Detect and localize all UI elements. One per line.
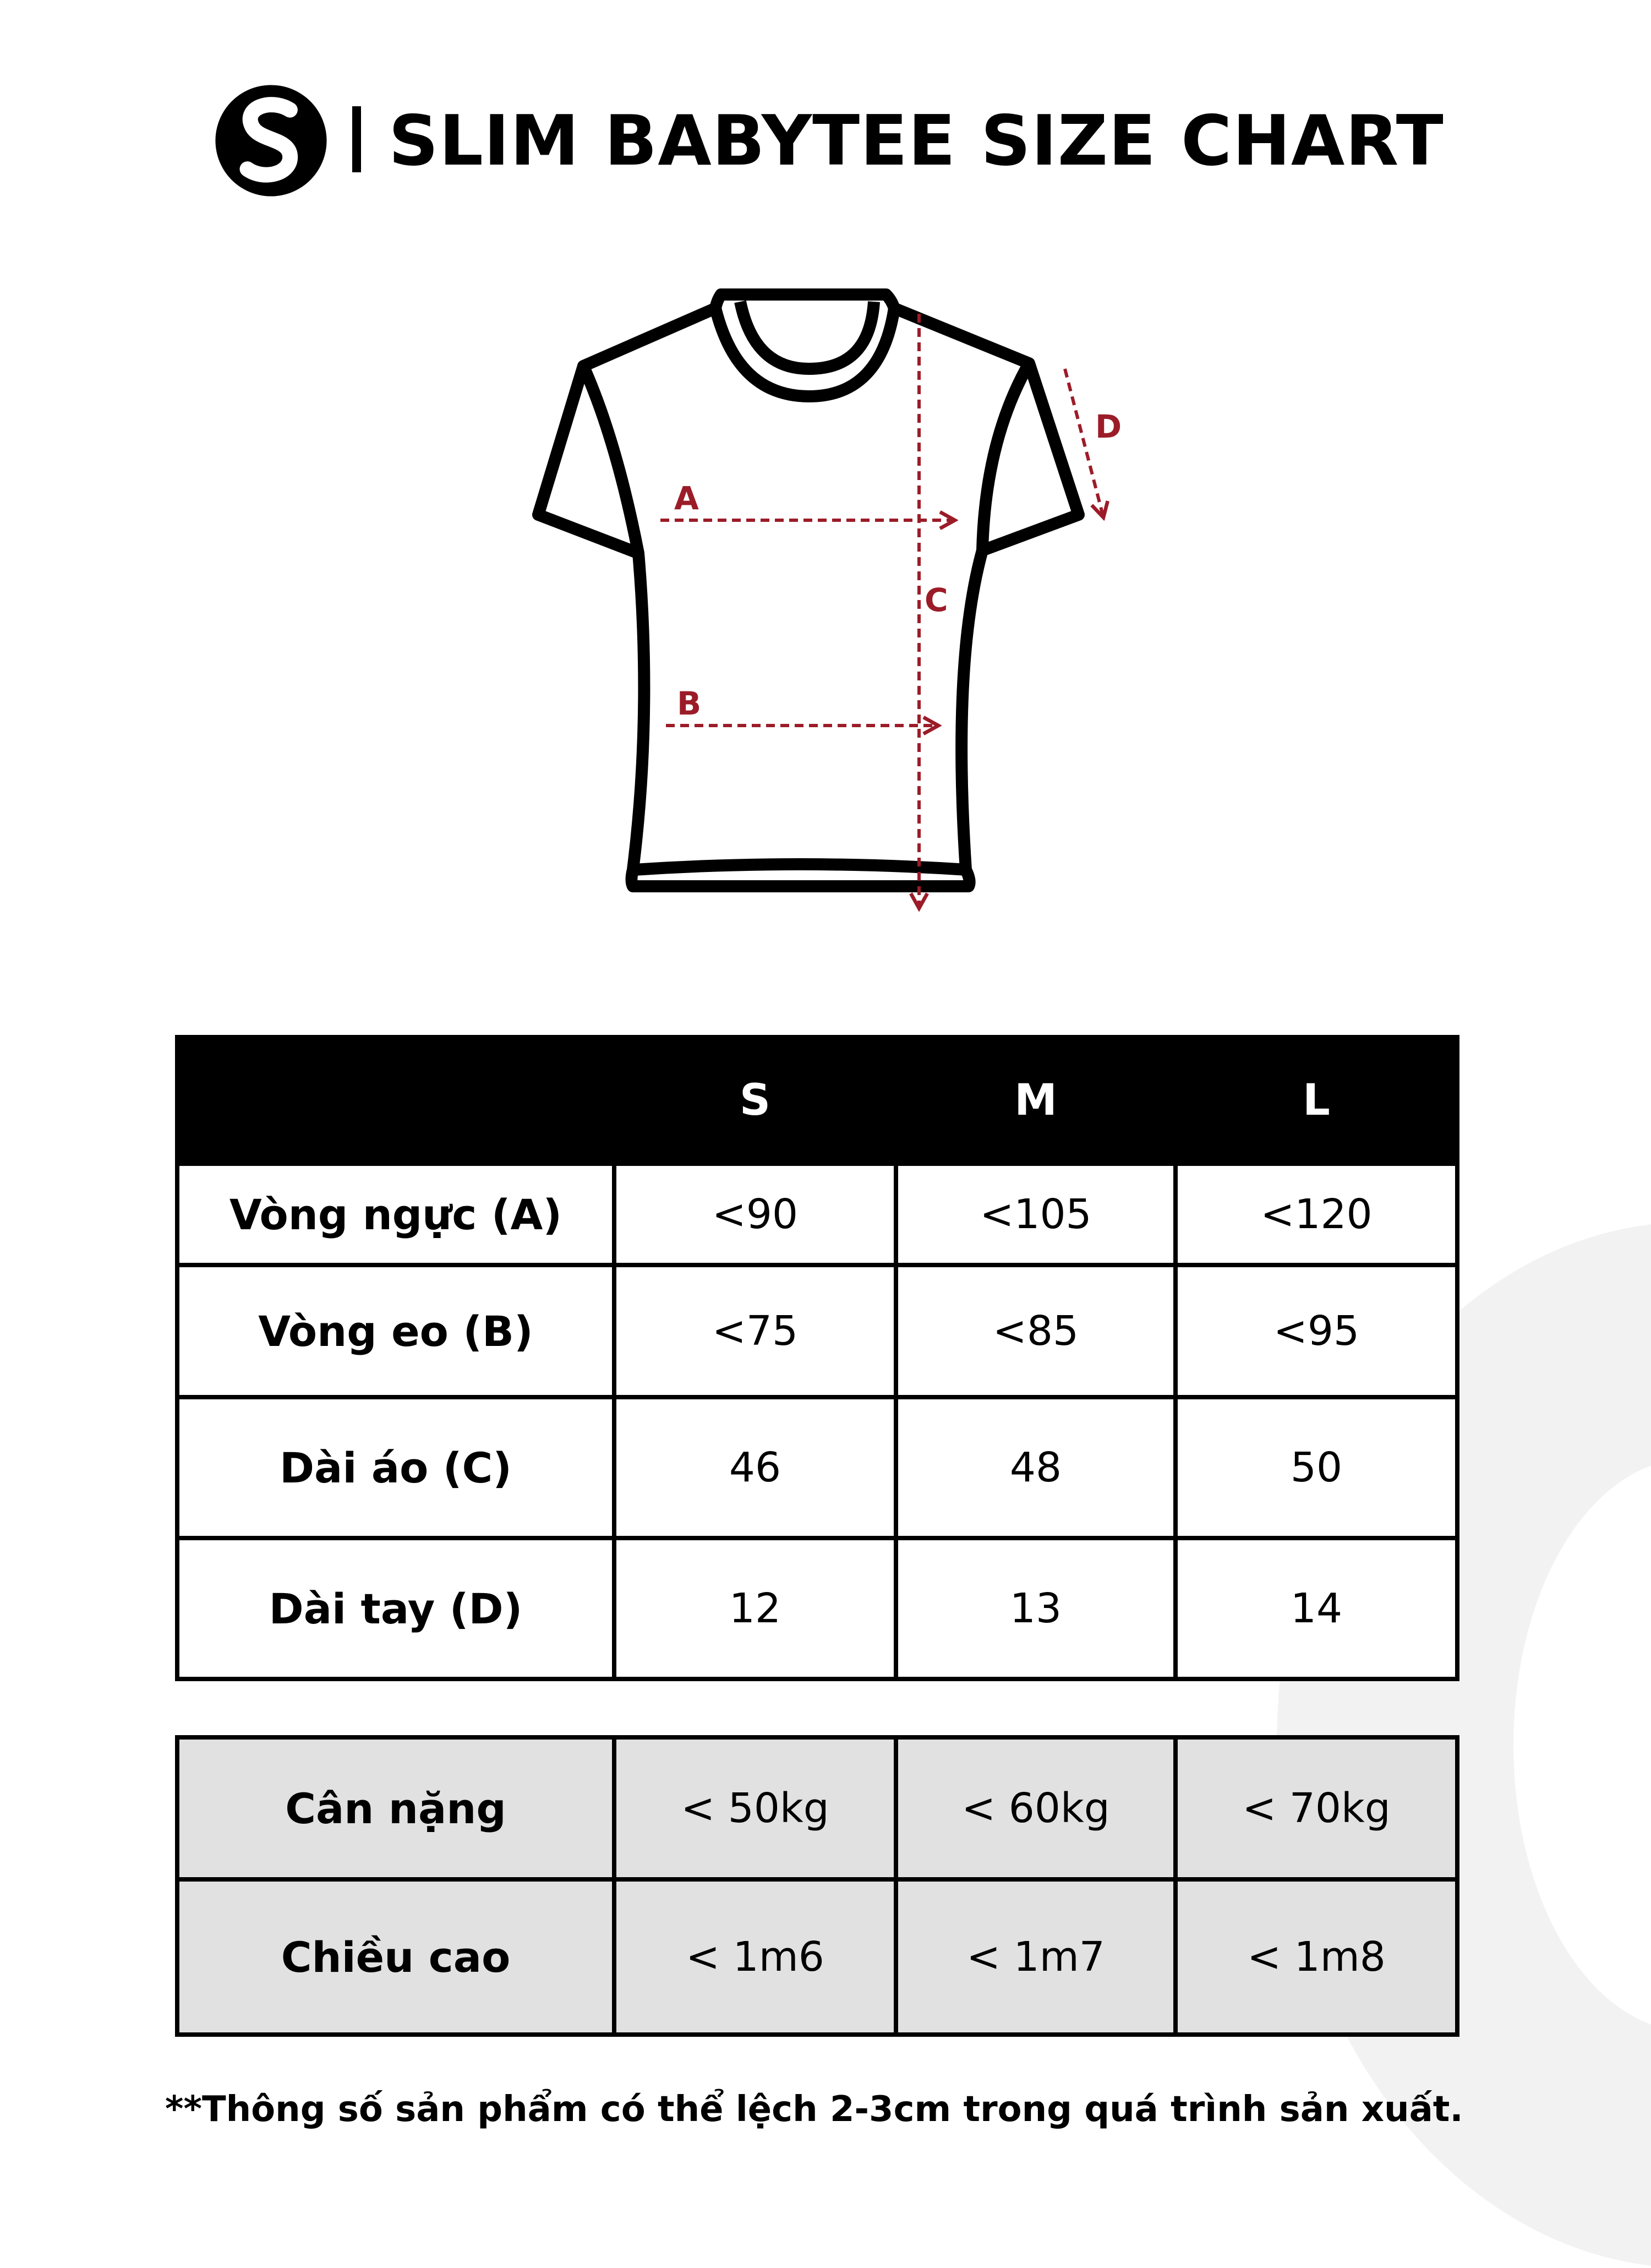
page-title-text: SLIM BABYTEE SIZE CHART bbox=[389, 100, 1444, 181]
header bbox=[212, 77, 1444, 204]
table-cell: 48 bbox=[896, 1397, 1176, 1538]
size-header-empty bbox=[177, 1037, 614, 1164]
table-cell: 13 bbox=[896, 1538, 1176, 1679]
row-label: Vòng eo (B) bbox=[177, 1265, 614, 1397]
table-cell: <105 bbox=[896, 1164, 1176, 1265]
measure-label-a: A bbox=[674, 479, 699, 517]
size-header-m: M bbox=[896, 1037, 1176, 1164]
table-cell: <120 bbox=[1176, 1164, 1457, 1265]
measure-label-b: B bbox=[677, 685, 702, 722]
footnote: **Thông số sản phẩm có thể lệch 2-3cm trong quá trình sản xuất. bbox=[165, 2089, 1463, 2130]
table-cell: < 70kg bbox=[1176, 1737, 1457, 1879]
table-cell: < 1m8 bbox=[1176, 1879, 1457, 2035]
measure-label-d: D bbox=[1095, 408, 1122, 445]
table-cell: 14 bbox=[1176, 1538, 1457, 1679]
table-row-weight bbox=[177, 1737, 1457, 1879]
table-cell: 46 bbox=[614, 1397, 896, 1538]
row-label: Vòng ngực (A) bbox=[177, 1164, 614, 1265]
table-cell: < 1m6 bbox=[614, 1879, 896, 2035]
shirt-measurement-diagram bbox=[517, 281, 1134, 952]
shirt-outline bbox=[538, 295, 1079, 886]
table-cell: 50 bbox=[1176, 1397, 1457, 1538]
row-label: Chiều cao bbox=[177, 1879, 614, 2035]
table-row-chest bbox=[177, 1164, 1457, 1265]
page-title bbox=[352, 100, 1444, 181]
table-row-waist bbox=[177, 1265, 1457, 1397]
table-cell: < 1m7 bbox=[896, 1879, 1176, 2035]
row-label: Dài áo (C) bbox=[177, 1397, 614, 1538]
table-cell: <75 bbox=[614, 1265, 896, 1397]
body-measurement-table bbox=[175, 1735, 1459, 2037]
table-cell: <95 bbox=[1176, 1265, 1457, 1397]
table-cell: < 60kg bbox=[896, 1737, 1176, 1879]
row-label: Dài tay (D) bbox=[177, 1538, 614, 1679]
table-cell: <85 bbox=[896, 1265, 1176, 1397]
measure-label-c: C bbox=[925, 581, 948, 619]
table-row-length bbox=[177, 1397, 1457, 1538]
table-cell: 12 bbox=[614, 1538, 896, 1679]
row-label: Cân nặng bbox=[177, 1737, 614, 1879]
table-row-sleeve bbox=[177, 1538, 1457, 1679]
size-header-s: S bbox=[614, 1037, 896, 1164]
table-cell: < 50kg bbox=[614, 1737, 896, 1879]
brand-s-logo-icon bbox=[212, 81, 330, 200]
title-separator bbox=[352, 106, 361, 172]
table-row-height bbox=[177, 1879, 1457, 2035]
size-table bbox=[175, 1035, 1459, 1681]
size-header-row bbox=[177, 1037, 1457, 1164]
table-cell: <90 bbox=[614, 1164, 896, 1265]
size-header-l: L bbox=[1176, 1037, 1457, 1164]
